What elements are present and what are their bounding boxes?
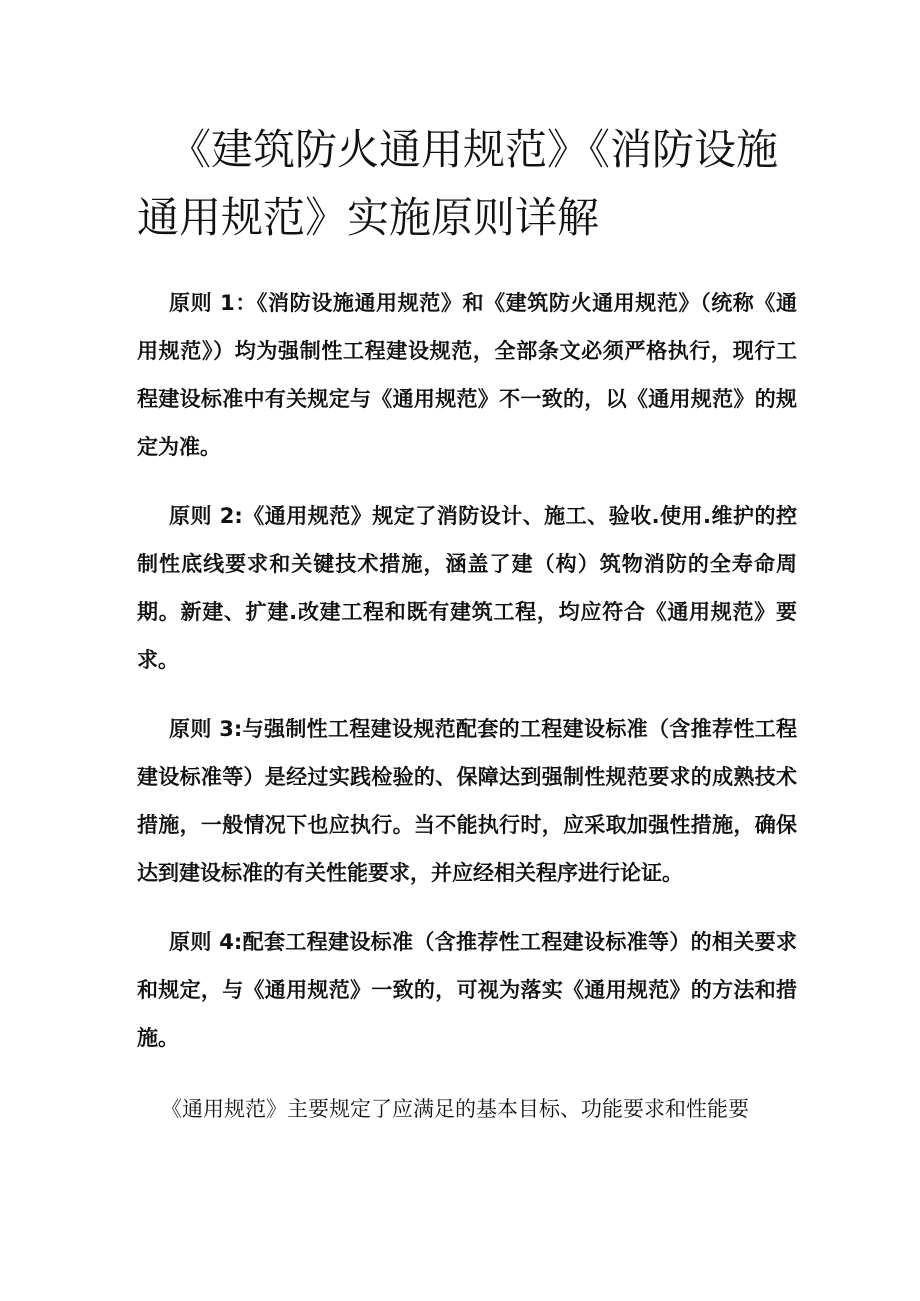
document-title: 《建筑防火通用规范》《消防设施通用规范》实施原则详解 <box>137 125 779 242</box>
principle-4-paragraph: 原则 4:配套工程建设标准（含推荐性工程建设标准等）的相关要求和规定，与《通用规范》一致的，可视为落实《通用规范》的方法和措施。 <box>137 930 797 1050</box>
principle-2-paragraph: 原则 2:《通用规范》规定了消防设计、施工、验收.使用.维护的控制性底线要求和关键技术措施，涵盖了建（构）筑物消防的全寿命周期。新建、扩建.改建工程和既有建筑工程，均应符合《通用规范》要求。 <box>137 504 797 672</box>
principle-1-paragraph: 原则 1：《消防设施通用规范》和《建筑防火通用规范》（统称《通用规范》）均为强制性工程建设规范，全部条文必须严格执行，现行工程建设标准中有关规定与《通用规范》不一致的，以《通用规范》的规定为准。 <box>137 291 797 459</box>
summary-paragraph: 《通用规范》主要规定了应满足的基本目标、功能要求和性能要 <box>161 1097 749 1121</box>
principle-3-paragraph: 原则 3:与强制性工程建设规范配套的工程建设标准（含推荐性工程建设标准等）是经过实践检验的、保障达到强制性规范要求的成熟技术措施，一般情况下也应执行。当不能执行时，应采取加强性措施，确保达到建设标准的有关性能要求，并应经相关程序进行论证。 <box>137 717 797 885</box>
